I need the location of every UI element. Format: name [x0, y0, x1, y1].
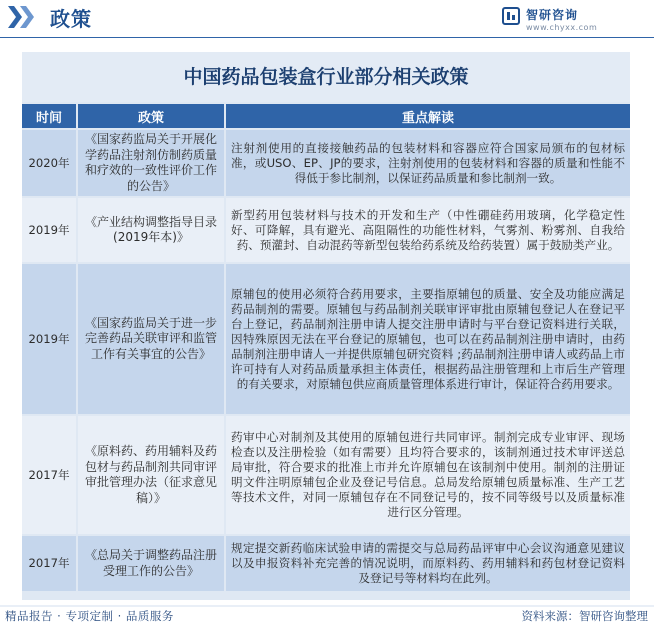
brand-name: 智研咨询: [526, 8, 579, 22]
table-row: [22, 197, 630, 263]
cell-year: 2019年: [22, 263, 77, 415]
column-header-policy: 政策: [77, 104, 225, 129]
section-marker-icon: [8, 6, 24, 28]
brand-logo-block: [502, 5, 642, 35]
column-header-time: 时间: [22, 104, 77, 129]
table-title: 中国药品包装盒行业部分相关政策: [22, 52, 630, 102]
cell-policy: 《产业结构调整指导目录(2019年本)》: [77, 197, 225, 263]
footer: [0, 605, 654, 631]
cell-policy: 《总局关于调整药品注册受理工作的公告》: [77, 535, 225, 591]
footer-slogan: 精品报告 · 专项定制 · 品质服务: [5, 609, 174, 623]
header-divider: [0, 37, 654, 38]
table-row: [22, 535, 630, 591]
table-row: [22, 129, 630, 197]
cell-interpretation: 注射剂使用的直接接触药品的包装材料和容器应符合国家局颁布的包材标准，或USO、EP、JP的要求，注射剂使用的包装材料和容器的质量和性能不得低于参比制剂，以保证药品质量和参比制剂一致。: [225, 129, 630, 197]
section-header: [0, 0, 654, 38]
cell-policy: 《国家药监局关于进一步完善药品关联审评和监管工作有关事宜的公告》: [77, 263, 225, 415]
brand-logo-icon: [502, 6, 520, 26]
cell-interpretation: 规定提交新药临床试验申请的需提交与总局药品评审中心会议沟通意见建议以及申报资料补充完善的情况说明，而原料药、药用辅料和药包材登记资料及登记号等材料均在此列。: [225, 535, 630, 591]
cell-year: 2019年: [22, 197, 77, 263]
cell-interpretation: 药审中心对制剂及其使用的原辅包进行共同审评。制剂完成专业审评、现场检查以及注册检验（如有需要）且均符合要求的，该制剂通过技术审评送总局审批，符合要求的批准上市并允许原辅包在该制剂中使用。制剂的注册证明文件注明原辅包企业及登记号信息。总局发给原辅包质量标准、生产工艺等技术文件，对同一原辅包存在不同登记号的，按不同等级号以及质量标准进行区分管理。: [225, 415, 630, 535]
table-row: [22, 415, 630, 535]
cell-year: 2020年: [22, 129, 77, 197]
cell-year: 2017年: [22, 535, 77, 591]
cell-interpretation: 新型药用包装材料与技术的开发和生产（中性硼硅药用玻璃，化学稳定性好、可降解，具有避光、高阻隔性的功能性材料，气雾剂、粉雾剂、自我给药、预灌封、自动混药等新型包装给药系统及给药装置）属于鼓励类产业。: [225, 197, 630, 263]
policy-table-panel: [22, 52, 630, 600]
cell-interpretation: 原辅包的使用必须符合药用要求，主要指原辅包的质量、安全及功能应满足药品制剂的需要。原辅包与药品制剂关联审评审批由原辅包登记人在登记平台上登记，药品制剂注册申请人提交注册申请时与平台登记资料进行关联，因特殊原因无法在平台登记的原辅包，也可以在药品制剂注册申请时，由药品制剂注册申请人一并提供原辅包研究资料 ;药品制剂注册申请人或药品上市许可持有人对药品质量承担主体责任，根据药品注册管理和上市后生产管理的有关要求，对原辅包供应商质量管理体系进行审计，保证符合药用要求。: [225, 263, 630, 415]
cell-policy: 《原料药、药用辅料及药包材与药品制剂共同审评审批管理办法（征求意见稿）》: [77, 415, 225, 535]
brand-url: www.chyxx.com: [526, 23, 598, 32]
table-header-row: [22, 104, 630, 129]
cell-year: 2017年: [22, 415, 77, 535]
table-row: [22, 263, 630, 415]
column-header-interpretation: 重点解读: [225, 104, 630, 129]
policy-table: [22, 104, 630, 591]
cell-policy: 《国家药监局关于开展化学药品注射剂仿制药质量和疗效的一致性评价工作的公告》: [77, 129, 225, 197]
footer-source: 资料来源：智研咨询整理: [521, 609, 648, 623]
footer-divider: [0, 605, 654, 607]
section-title: 政策: [50, 7, 92, 31]
